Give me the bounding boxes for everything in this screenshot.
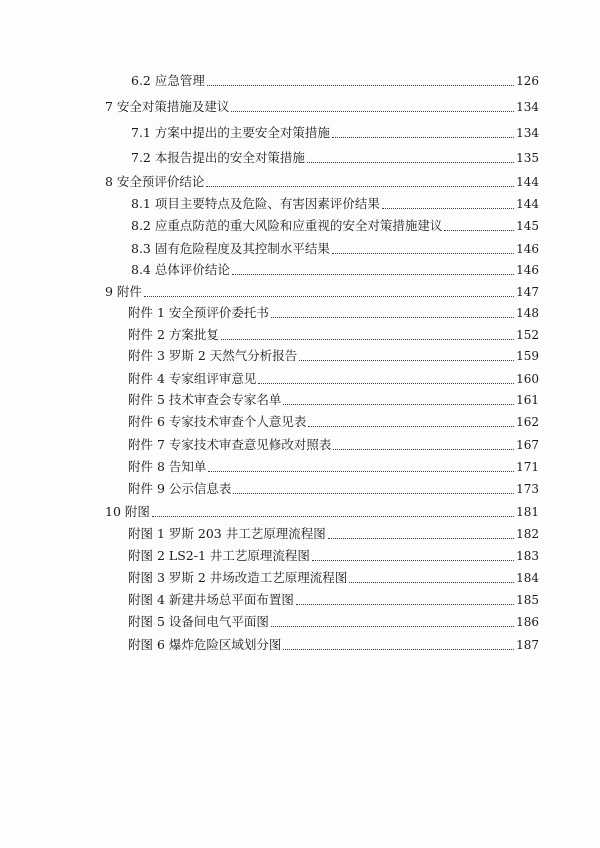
toc-entry-page-number: 160 — [516, 372, 539, 386]
toc-dot-leader — [296, 603, 514, 605]
toc-entry-title: 附件 4 专家组评审意见 — [128, 371, 257, 386]
toc-entry-page-number: 181 — [516, 505, 539, 519]
toc-entry-title: 7.1 方案中提出的主要安全对策措施 — [131, 125, 330, 140]
toc-entry[interactable] — [128, 568, 539, 588]
toc-entry[interactable] — [128, 457, 539, 477]
toc-entry[interactable] — [128, 524, 539, 544]
toc-entry-title: 6.2 应急管理 — [131, 73, 205, 88]
toc-dot-leader — [233, 492, 514, 494]
toc-entry[interactable] — [128, 546, 539, 566]
toc-entry[interactable] — [131, 216, 539, 236]
toc-entry-title: 8.2 应重点防范的重大风险和应重视的安全对策措施建议 — [131, 218, 443, 233]
toc-entry-title: 附件 5 技术审查会专家名单 — [128, 392, 282, 407]
toc-entry[interactable] — [128, 412, 539, 432]
toc-entry-title: 10 附图 — [105, 504, 150, 519]
toc-dot-leader — [332, 252, 514, 254]
toc-entry-page-number: 152 — [516, 328, 539, 342]
toc-entry[interactable] — [131, 194, 539, 214]
toc-dot-leader — [312, 559, 514, 561]
toc-entry-page-number: 134 — [516, 100, 539, 114]
toc-entry-title: 附图 3 罗斯 2 井场改造工艺原理流程图 — [128, 570, 348, 585]
toc-entry-title: 7.2 本报告提出的安全对策措施 — [131, 150, 305, 165]
toc-dot-leader — [258, 382, 514, 384]
toc-dot-leader — [283, 648, 514, 650]
toc-entry[interactable] — [128, 369, 539, 389]
toc-entry-page-number: 144 — [516, 197, 539, 211]
toc-entry[interactable] — [105, 282, 539, 302]
toc-entry[interactable] — [128, 635, 539, 655]
toc-entry-title: 8.1 项目主要特点及危险、有害因素评价结果 — [131, 196, 380, 211]
toc-dot-leader — [332, 136, 514, 138]
toc-entry[interactable] — [128, 325, 539, 345]
toc-entry-page-number: 145 — [516, 219, 539, 233]
toc-dot-leader — [207, 84, 514, 86]
toc-entry-page-number: 162 — [516, 415, 539, 429]
toc-entry[interactable] — [131, 148, 539, 168]
toc-dot-leader — [231, 110, 514, 112]
toc-entry-title: 9 附件 — [105, 284, 142, 299]
toc-entry-title: 附件 8 告知单 — [128, 459, 207, 474]
toc-entry-title: 8.3 固有危险程度及其控制水平结果 — [131, 241, 330, 256]
toc-dot-leader — [307, 161, 514, 163]
toc-entry[interactable] — [128, 479, 539, 499]
toc-entry-title: 附件 2 方案批复 — [128, 327, 219, 342]
toc-entry-title: 附件 1 安全预评价委托书 — [128, 305, 269, 320]
toc-entry-page-number: 171 — [516, 460, 539, 474]
toc-entry[interactable] — [128, 346, 539, 366]
toc-dot-leader — [271, 625, 514, 627]
toc-dot-leader — [299, 359, 514, 361]
toc-entry-page-number: 147 — [516, 285, 539, 299]
toc-entry-page-number: 135 — [516, 151, 539, 165]
toc-entry-title: 附图 6 爆炸危险区域划分图 — [128, 637, 282, 652]
toc-dot-leader — [328, 537, 514, 539]
toc-dot-leader — [382, 207, 514, 209]
toc-entry-page-number: 173 — [516, 482, 539, 496]
toc-entry-title: 8 安全预评价结论 — [105, 174, 205, 189]
toc-entry-page-number: 185 — [516, 593, 539, 607]
toc-entry-page-number: 184 — [516, 571, 539, 585]
toc-dot-leader — [152, 515, 514, 517]
toc-entry-page-number: 182 — [516, 527, 539, 541]
toc-dot-leader — [232, 273, 514, 275]
toc-entry-page-number: 183 — [516, 549, 539, 563]
toc-entry-page-number: 146 — [516, 242, 539, 256]
toc-dot-leader — [221, 338, 514, 340]
toc-entry-title: 附图 2 LS2-1 井工艺原理流程图 — [128, 548, 310, 563]
toc-entry[interactable] — [128, 612, 539, 632]
toc-dot-leader — [206, 185, 514, 187]
toc-dot-leader — [283, 403, 514, 405]
toc-entry-title: 附件 9 公示信息表 — [128, 481, 232, 496]
toc-dot-leader — [444, 229, 514, 231]
toc-entry-page-number: 148 — [516, 306, 539, 320]
toc-entry-page-number: 134 — [516, 126, 539, 140]
toc-entry-page-number: 186 — [516, 615, 539, 629]
toc-entry-title: 附件 6 专家技术审查个人意见表 — [128, 414, 307, 429]
toc-dot-leader — [349, 581, 514, 583]
toc-dot-leader — [144, 295, 514, 297]
toc-entry-page-number: 167 — [516, 438, 539, 452]
toc-entry[interactable] — [131, 260, 539, 280]
toc-dot-leader — [308, 425, 514, 427]
toc-dot-leader — [208, 470, 514, 472]
toc-entry[interactable] — [105, 502, 539, 522]
toc-dot-leader — [333, 448, 514, 450]
toc-entry-title: 8.4 总体评价结论 — [131, 262, 230, 277]
toc-entry-page-number: 144 — [516, 175, 539, 189]
toc-entry-page-number: 161 — [516, 393, 539, 407]
toc-entry[interactable] — [128, 590, 539, 610]
toc-entry-page-number: 159 — [516, 349, 539, 363]
toc-entry[interactable] — [128, 390, 539, 410]
toc-entry-title: 附图 4 新建井场总平面布置图 — [128, 592, 294, 607]
toc-entry[interactable] — [131, 239, 539, 259]
toc-entry-title: 7 安全对策措施及建议 — [105, 99, 230, 114]
toc-entry[interactable] — [131, 71, 539, 91]
toc-entry[interactable] — [131, 123, 539, 143]
toc-entry-title: 附件 7 专家技术审查意见修改对照表 — [128, 437, 332, 452]
toc-entry-title: 附件 3 罗斯 2 天然气分析报告 — [128, 348, 298, 363]
toc-entry-page-number: 146 — [516, 263, 539, 277]
toc-entry-title: 附图 1 罗斯 203 井工艺原理流程图 — [128, 526, 326, 541]
toc-dot-leader — [271, 316, 514, 318]
toc-entry-page-number: 187 — [516, 638, 539, 652]
toc-entry-page-number: 126 — [516, 74, 539, 88]
toc-entry[interactable] — [105, 172, 539, 192]
toc-entry-title: 附图 5 设备间电气平面图 — [128, 614, 269, 629]
toc-entry[interactable] — [128, 303, 539, 323]
toc-entry[interactable] — [128, 435, 539, 455]
toc-entry[interactable] — [105, 97, 539, 117]
